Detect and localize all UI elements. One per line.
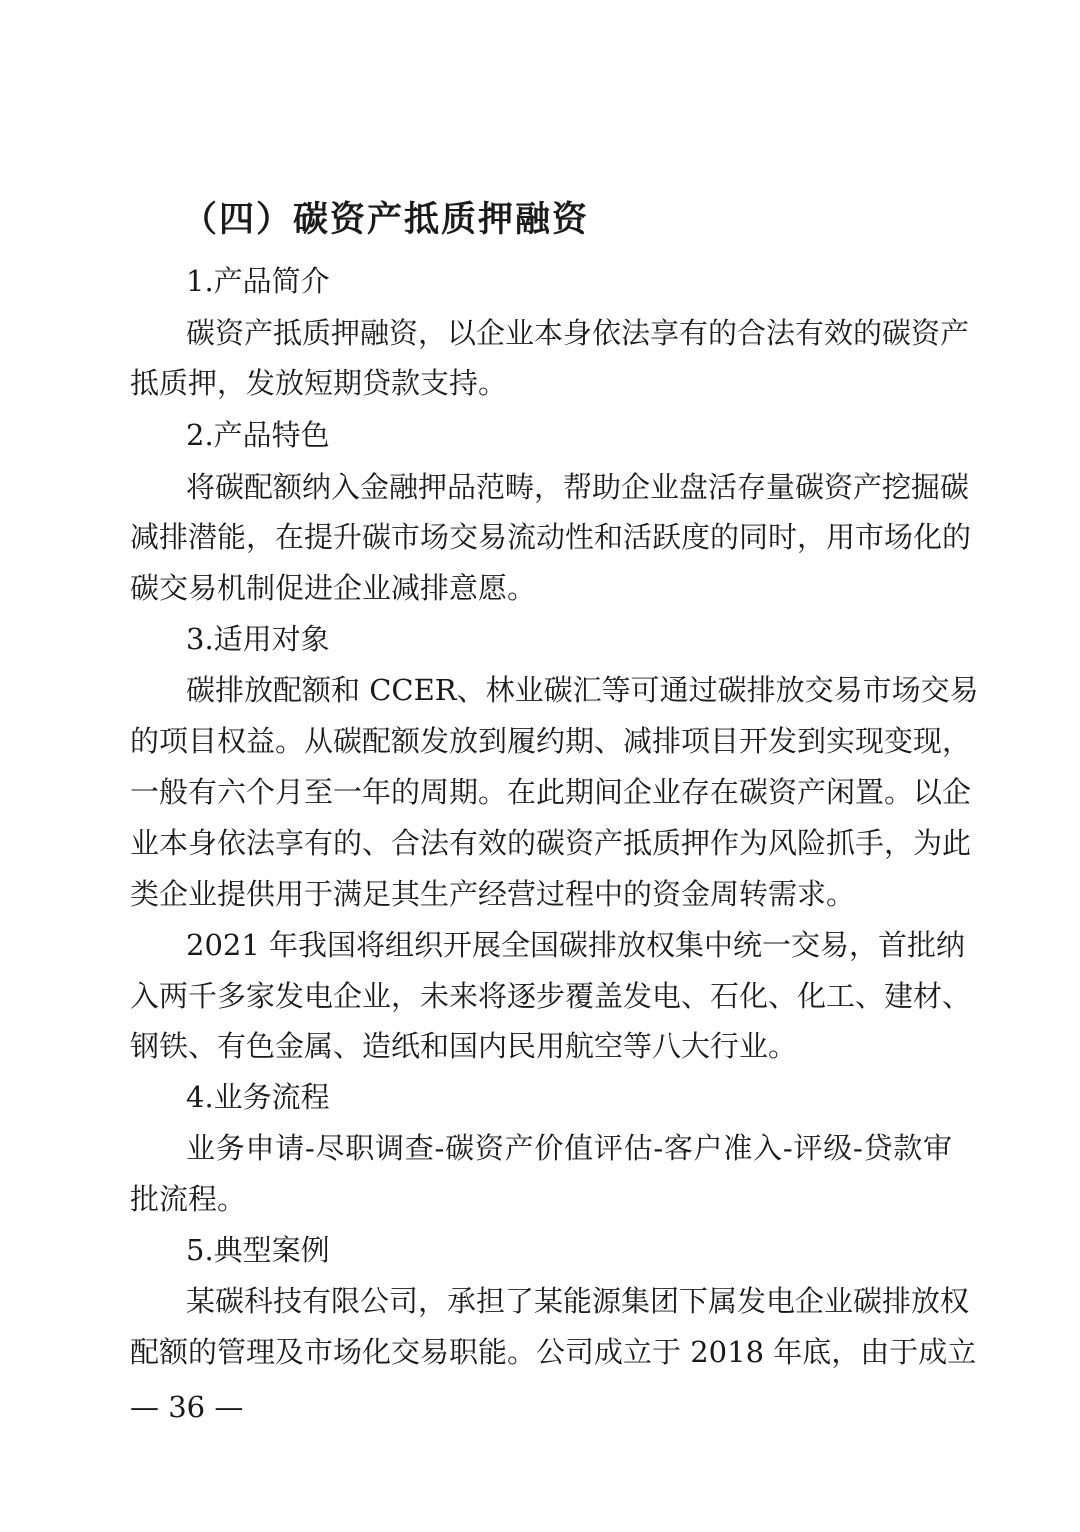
paragraph-line: 碳资产抵质押融资，以企业本身依法享有的合法有效的碳资产 <box>186 316 970 350</box>
subheading-product-intro: 1.产品简介 <box>186 264 330 298</box>
paragraph-line: 入两千多家发电企业，未来将逐步覆盖发电、石化、化工、建材、 <box>130 979 972 1013</box>
paragraph-line: 钢铁、有色金属、造纸和国内民用航空等八大行业。 <box>130 1029 798 1063</box>
subheading-product-features: 2.产品特色 <box>186 418 330 452</box>
section-heading: （四）碳资产抵质押融资 <box>182 199 590 240</box>
page-number: — 36 — <box>130 1390 244 1424</box>
paragraph-line: 业务申请-尽职调查-碳资产价值评估-客户准入-评级-贷款审 <box>186 1131 952 1165</box>
subheading-typical-case: 5.典型案例 <box>186 1233 330 1267</box>
paragraph-line: 一般有六个月至一年的周期。在此期间企业存在碳资产闲置。以企 <box>130 775 972 809</box>
subheading-business-process: 4.业务流程 <box>186 1080 330 1114</box>
paragraph-line: 碳排放配额和 CCER、林业碳汇等可通过碳排放交易市场交易 <box>186 673 979 707</box>
paragraph-line: 的项目权益。从碳配额发放到履约期、减排项目开发到实现变现， <box>130 724 972 758</box>
paragraph-line: 业本身依法享有的、合法有效的碳资产抵质押作为风险抓手，为此 <box>130 826 972 860</box>
paragraph-line: 抵质押，发放短期贷款支持。 <box>130 366 508 400</box>
paragraph-line: 将碳配额纳入金融押品范畴，帮助企业盘活存量碳资产挖掘碳 <box>186 470 970 504</box>
paragraph-line: 减排潜能，在提升碳市场交易流动性和活跃度的同时，用市场化的 <box>130 520 972 554</box>
paragraph-line: 碳交易机制促进企业减排意愿。 <box>130 571 537 605</box>
paragraph-line: 配额的管理及市场化交易职能。公司成立于 2018 年底，由于成立 <box>130 1335 977 1369</box>
paragraph-line: 2021 年我国将组织开展全国碳排放权集中统一交易，首批纳 <box>186 928 966 962</box>
paragraph-line: 某碳科技有限公司，承担了某能源集团下属发电企业碳排放权 <box>186 1284 970 1318</box>
paragraph-line: 批流程。 <box>130 1182 247 1216</box>
paragraph-line: 类企业提供用于满足其生产经营过程中的资金周转需求。 <box>130 877 856 911</box>
subheading-applicable-targets: 3.适用对象 <box>186 622 330 656</box>
